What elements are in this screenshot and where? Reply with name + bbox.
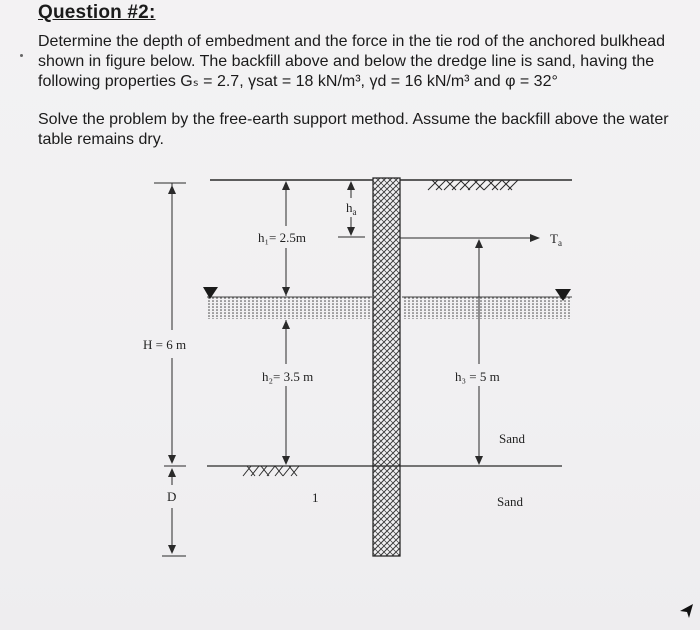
arrow-h2-top [282, 320, 290, 329]
label-Ta [550, 231, 562, 248]
arrow-H-bottom [168, 455, 176, 464]
method-line-1: Solve the problem by the free-earth support method. Assume the backfill above the water [38, 111, 669, 128]
label-mark: 1 [312, 490, 319, 505]
arrow-h3-bottom [475, 456, 483, 465]
problem-line-3: following properties Gₛ = 2.7, γsat = 18 kN/m³, γd = 16 kN/m³ and φ = 32° [38, 73, 558, 90]
label-ha [346, 200, 357, 217]
question-title: Question #2: [38, 2, 156, 23]
label-h3: h₃ = 5 m [455, 369, 500, 384]
dimension-H [154, 183, 186, 466]
label-h2: h₂= 3.5 m [262, 369, 314, 384]
label-D: D [167, 489, 177, 504]
water-table-left [207, 297, 370, 319]
arrow-h1-bottom [282, 287, 290, 296]
label-sand-lower: Sand [497, 494, 523, 509]
label-ha-sub: a [352, 207, 357, 217]
water-table-right [402, 297, 572, 319]
label-Ta-main: T [550, 231, 558, 246]
problem-line-1: Determine the depth of embedment and the force in the tie rod of the anchored bulkhead [38, 33, 666, 50]
arrow-ha-top [347, 181, 355, 190]
label-Ta-sub: a [557, 238, 562, 248]
label-h1: h₁= 2.5m [258, 230, 306, 245]
problem-line-2: shown in figure below. The backfill above and below the dredge line is sand, having the [38, 53, 655, 70]
label-H: H = 6 m [143, 337, 187, 352]
arrow-D-top [168, 468, 176, 477]
tie-rod-arrow [530, 234, 540, 242]
method-line-2: table remains dry. [38, 131, 164, 148]
dredge-hatch [243, 466, 299, 476]
dimension-D [162, 470, 186, 556]
sheet-pile-wall [373, 178, 400, 556]
arrow-ha-bottom [347, 227, 355, 236]
label-sand-upper: Sand [499, 431, 525, 446]
ground-hatch [428, 180, 518, 190]
label-ha-main: h [346, 200, 353, 215]
arrow-H-top [168, 185, 176, 194]
arrow-h1-top [282, 181, 290, 190]
cursor-arrow-icon [680, 604, 693, 618]
arrow-h2-bottom [282, 456, 290, 465]
arrow-h3-top [475, 239, 483, 248]
arrow-D-bottom [168, 545, 176, 554]
